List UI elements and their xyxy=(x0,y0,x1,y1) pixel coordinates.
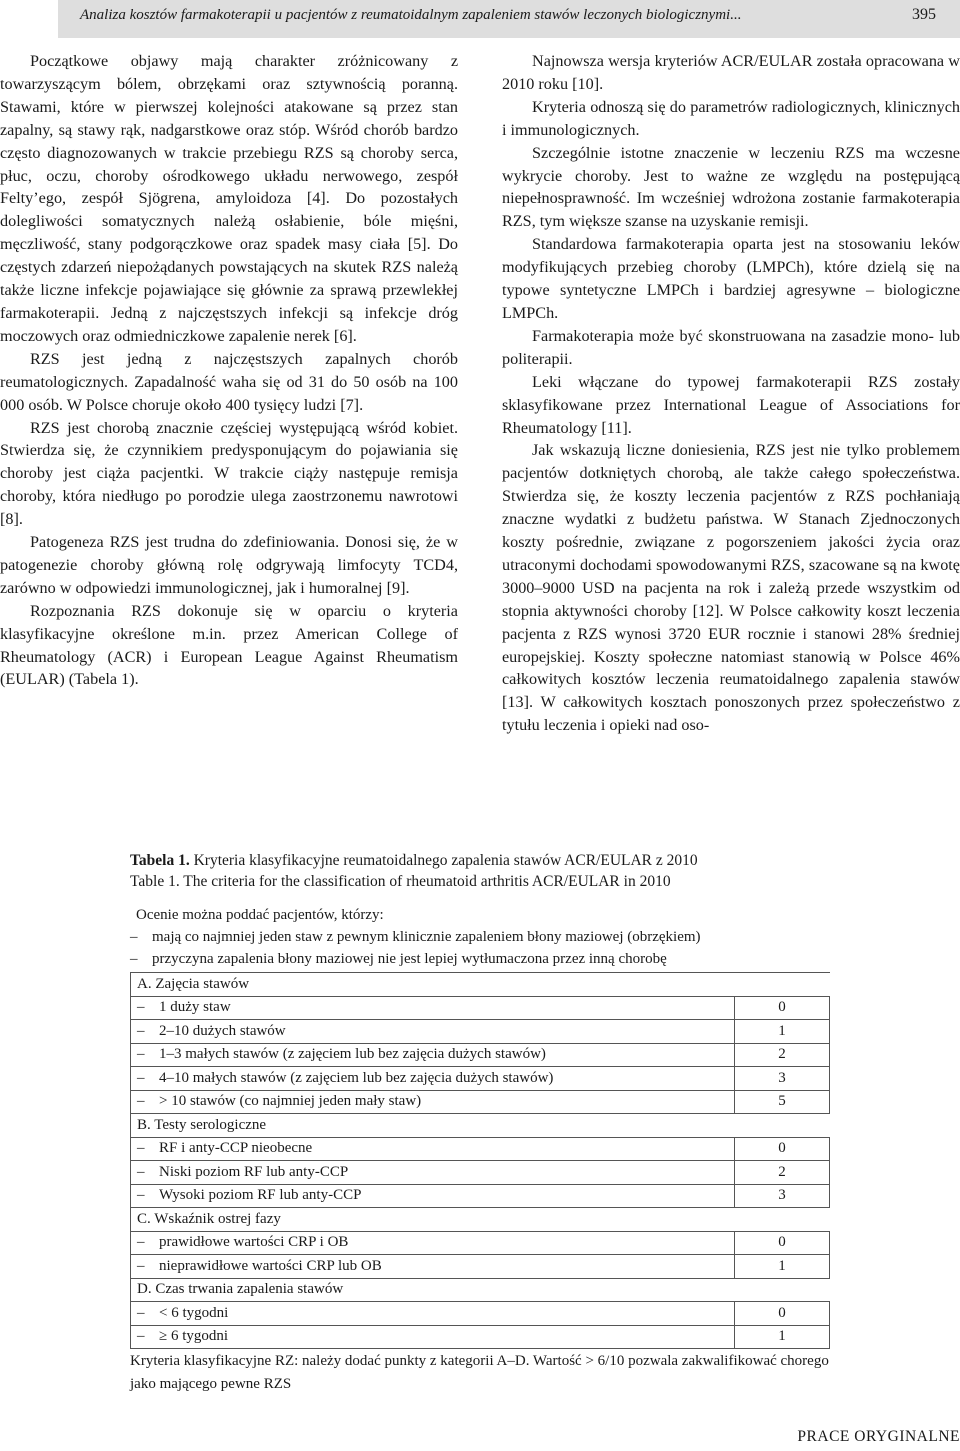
criterion-label: 1 duży staw xyxy=(159,999,231,1016)
score-cell: 3 xyxy=(735,1184,830,1208)
criterion-label: > 10 stawów (co najmniej jeden mały staw) xyxy=(159,1093,422,1110)
dash: – xyxy=(137,1069,145,1086)
criterion-cell xyxy=(131,1325,735,1349)
intro-item-text: przyczyna zapalenia błony maziowej nie jest lepiej wytłumaczona przez inną chorobę xyxy=(152,951,667,967)
dash: – xyxy=(137,1328,145,1345)
criterion-label: C. Wskaźnik ostrej fazy xyxy=(137,1210,281,1227)
paragraph: Standardowa farmakoterapia oparta jest na stosowaniu leków modyfikujących przebieg choroby (LMPCh), które dzielą się na typowe syntetyczne LMPCh i bardziej agresywne – biologiczne LMPCh. xyxy=(502,235,960,322)
table-intro: Ocenie można poddać pacjentów, którzy: xyxy=(136,907,384,923)
criterion-cell xyxy=(131,1114,735,1138)
criterion-cell xyxy=(131,1020,735,1044)
paragraph: Początkowe objawy mają charakter zróżnicowany z towarzyszącym bólem, obrzękami oraz sztywnością poranną. Stawami, które w pierwszej kolejności atakowane są przez stan zapalny, są stawy rąk, nadgarstkowe oraz stóp. Wśród chorób bardzo często diagnozowanych w trakcie przebiegu RZS są choroby serca, płuc, oczu, choroby ośrodkowego układu nerwowego, zespół Felty’ego, zespół Sjögrena, amyloidoza [4]. Do pozostałych dolegliwości somatycznych należą osłabienie, bóle mięśni, męczliwość, stany podgorączkowe oraz spadek masy ciała [5]. Do częstych zdarzeń niepożądanych powstających na skutek RZS należą także liczne infekcje pojawiające się głównie za sprawą przewlekłej farmakoterapii. Jedną z najczęstszych infekcji są infekcje dróg moczowych oraz odmiedniczkowe zapalenie nerek [6]. xyxy=(0,52,458,345)
dash: – xyxy=(137,1046,145,1063)
caption-pl: Kryteria klasyfikacyjne reumatoidalnego zapalenia stawów ACR/EULAR z 2010 xyxy=(193,852,698,869)
criterion-label: B. Testy serologiczne xyxy=(137,1116,267,1133)
paragraph: Leki włączane do typowej farmakoterapii RZS zostały sklasyfikowane przez International League of Associations for Rheumatology [11]. xyxy=(502,372,960,437)
table-section-row xyxy=(131,1208,830,1232)
dash: – xyxy=(137,1304,145,1321)
dash: – xyxy=(137,1187,145,1204)
caption-en: Table 1. The criteria for the classification of rheumatoid arthritis ACR/EULAR in 2010 xyxy=(130,873,671,890)
criterion-cell xyxy=(131,1184,735,1208)
caption-label: Tabela 1. xyxy=(130,852,190,869)
criterion-cell xyxy=(131,1208,735,1232)
table-row xyxy=(131,1137,830,1161)
dash: – xyxy=(130,929,138,945)
criterion-label: 4–10 małych stawów (z zajęciem lub bez zajęcia dużych stawów) xyxy=(159,1069,554,1086)
criterion-cell xyxy=(131,1043,735,1067)
table-section-row xyxy=(131,1278,830,1302)
left-column xyxy=(0,50,458,691)
paragraph: Szczególnie istotne znaczenie w leczeniu RZS ma wczesne wykrycie choroby. Jest to ważne ze względu na postępującą niepełnosprawność. Im wcześniej wdrożona zostanie farmakoterapia RZS, tym większe szanse na uzyskanie remisji. xyxy=(502,143,960,231)
score-cell: 2 xyxy=(735,1161,830,1185)
table-row xyxy=(131,1325,830,1349)
page-number: 395 xyxy=(912,6,936,23)
table-row xyxy=(131,996,830,1020)
dash: – xyxy=(137,1022,145,1039)
table-row xyxy=(131,1231,830,1255)
intro-item-text: mają co najmniej jeden staw z pewnym klinicznie zapaleniem błony maziowej (obrzękiem) xyxy=(152,929,701,945)
table-caption xyxy=(130,850,850,892)
criterion-cell xyxy=(131,1067,735,1091)
right-column xyxy=(502,50,960,737)
caption-pl-line xyxy=(130,850,850,871)
table-row xyxy=(131,1255,830,1279)
score-cell: 0 xyxy=(735,1302,830,1326)
criterion-label: < 6 tygodni xyxy=(159,1304,229,1321)
criterion-label: nieprawidłowe wartości CRP lub OB xyxy=(159,1257,382,1274)
dash: – xyxy=(130,951,138,967)
dash: – xyxy=(137,1257,145,1274)
table-section-row xyxy=(131,1114,830,1138)
paragraph: Patogeneza RZS jest trudna do zdefiniowania. Donosi się, że w patogenezie choroby główną rolę odgrywają limfocyty TCD4, zarówno w odpowiedzi immunologicznej, jak i humoralnej [9]. xyxy=(0,533,458,597)
score-cell: 0 xyxy=(735,1137,830,1161)
table-row xyxy=(131,1067,830,1091)
criteria-table-block xyxy=(130,904,830,1349)
criterion-cell xyxy=(131,1161,735,1185)
criterion-label: 1–3 małych stawów (z zajęciem lub bez zajęcia dużych stawów) xyxy=(159,1046,546,1063)
dash: – xyxy=(137,1163,145,1180)
running-title: Analiza kosztów farmakoterapii u pacjentów z reumatoidalnym zapaleniem stawów leczonych biologicznymi... xyxy=(80,7,742,23)
paragraph: Farmakoterapia może być skonstruowana na zasadzie mono- lub politerapii. xyxy=(502,326,960,368)
criterion-cell xyxy=(131,1255,735,1279)
score-cell: 2 xyxy=(735,1043,830,1067)
criterion-label: RF i anty-CCP nieobecne xyxy=(159,1140,313,1157)
dash: – xyxy=(137,1140,145,1157)
score-cell xyxy=(735,1278,830,1302)
intro-item xyxy=(130,948,830,970)
table-row xyxy=(131,1184,830,1208)
criterion-cell xyxy=(131,1137,735,1161)
page-header xyxy=(0,0,960,40)
paragraph: Najnowsza wersja kryteriów ACR/EULAR została opracowana w 2010 roku [10]. xyxy=(502,52,960,93)
table-section-row xyxy=(131,973,830,997)
paragraph: RZS jest chorobą znacznie częściej występującą wśród kobiet. Stwierdza się, że czynnikiem predysponującym do pojawiania się choroby jest ciąża pacjentki. W trakcie ciąży następuje remisja choroby, która niedługo po porodzie ulega zaostrzonemu nawrotowi [8]. xyxy=(0,418,458,529)
criterion-label: A. Zajęcia stawów xyxy=(137,975,250,992)
criterion-label: Niski poziom RF lub anty-CCP xyxy=(159,1163,349,1180)
dash: – xyxy=(137,1093,145,1110)
paragraph: Jak wskazują liczne doniesienia, RZS jest nie tylko problemem pacjentów dotkniętych chorobą, ale także całego społeczeństwa. Stwierdza się, że koszty leczenia pacjentów z RZS pochłaniają znaczne wydatki z budżetu państwa. W Stanach Zjednoczonych koszty pośrednie, związane z pogorszeniem jakości życia oraz utraconymi dochodami spowodowanymi RZS, szacowane są na kwotę 3000–9000 USD na pacjenta na rok i zależą przede wszystkim od stopnia aktywności choroby [12]. W Polsce całkowity koszt leczenia pacjenta z RZS wynosi 3720 EUR rocznie i stanowi 28% średniej europejskiej. Koszty społeczne natomiast stanowią w Polsce 46% całkowitych kosztów leczenia reumatoidalnego zapalenia stawów [13]. W całkowitych kosztach ponoszonych przez społeczeństwo z tytułu leczenia i opieki nad oso- xyxy=(502,441,960,735)
score-cell: 5 xyxy=(735,1090,830,1114)
criterion-label: Wysoki poziom RF lub anty-CCP xyxy=(159,1187,362,1204)
score-cell: 1 xyxy=(735,1325,830,1349)
score-cell xyxy=(735,1114,830,1138)
criterion-cell xyxy=(131,1231,735,1255)
table-row xyxy=(131,1043,830,1067)
criterion-label: 2–10 dużych stawów xyxy=(159,1022,286,1039)
table-row xyxy=(131,1090,830,1114)
table-row xyxy=(131,1020,830,1044)
paragraph: RZS jest jedną z najczęstszych zapalnych chorób reumatologicznych. Zapadalność waha się od 31 do 50 osób na 100 000 osób. W Polsce choruje około 400 tysięcy ludzi [7]. xyxy=(0,349,458,414)
criterion-cell xyxy=(131,1090,735,1114)
criterion-cell xyxy=(131,1302,735,1326)
score-cell: 1 xyxy=(735,1020,830,1044)
score-cell xyxy=(735,1208,830,1232)
criteria-table xyxy=(130,972,830,1349)
intro-item xyxy=(130,926,830,948)
criterion-label: prawidłowe wartości CRP i OB xyxy=(159,1234,349,1251)
criterion-cell xyxy=(131,1278,735,1302)
paragraph: Kryteria odnoszą się do parametrów radiologicznych, klinicznych i immunologicznych. xyxy=(502,97,960,139)
score-cell: 0 xyxy=(735,1231,830,1255)
criterion-cell xyxy=(131,996,735,1020)
dash: – xyxy=(137,1234,145,1251)
dash: – xyxy=(137,999,145,1016)
score-cell xyxy=(735,973,830,997)
paragraph: Rozpoznania RZS dokonuje się w oparciu o kryteria klasyfikacyjne określone m.in. przez American College of Rheumatology (ACR) i European League Against Rheumatism (EULAR) (Tabela 1). xyxy=(0,601,458,689)
score-cell: 3 xyxy=(735,1067,830,1091)
table-row xyxy=(131,1302,830,1326)
criterion-label: D. Czas trwania zapalenia stawów xyxy=(137,1281,344,1298)
table-note: Kryteria klasyfikacyjne RZ: należy dodać punkty z kategorii A–D. Wartość > 6/10 pozwala zakwalifikować chorego jako mającego pewne RZS xyxy=(130,1353,829,1392)
score-cell: 0 xyxy=(735,996,830,1020)
section-label: PRACE ORYGINALNE xyxy=(797,1428,960,1445)
score-cell: 1 xyxy=(735,1255,830,1279)
criterion-cell xyxy=(131,973,735,997)
table-row xyxy=(131,1161,830,1185)
criterion-label: ≥ 6 tygodni xyxy=(159,1328,229,1345)
